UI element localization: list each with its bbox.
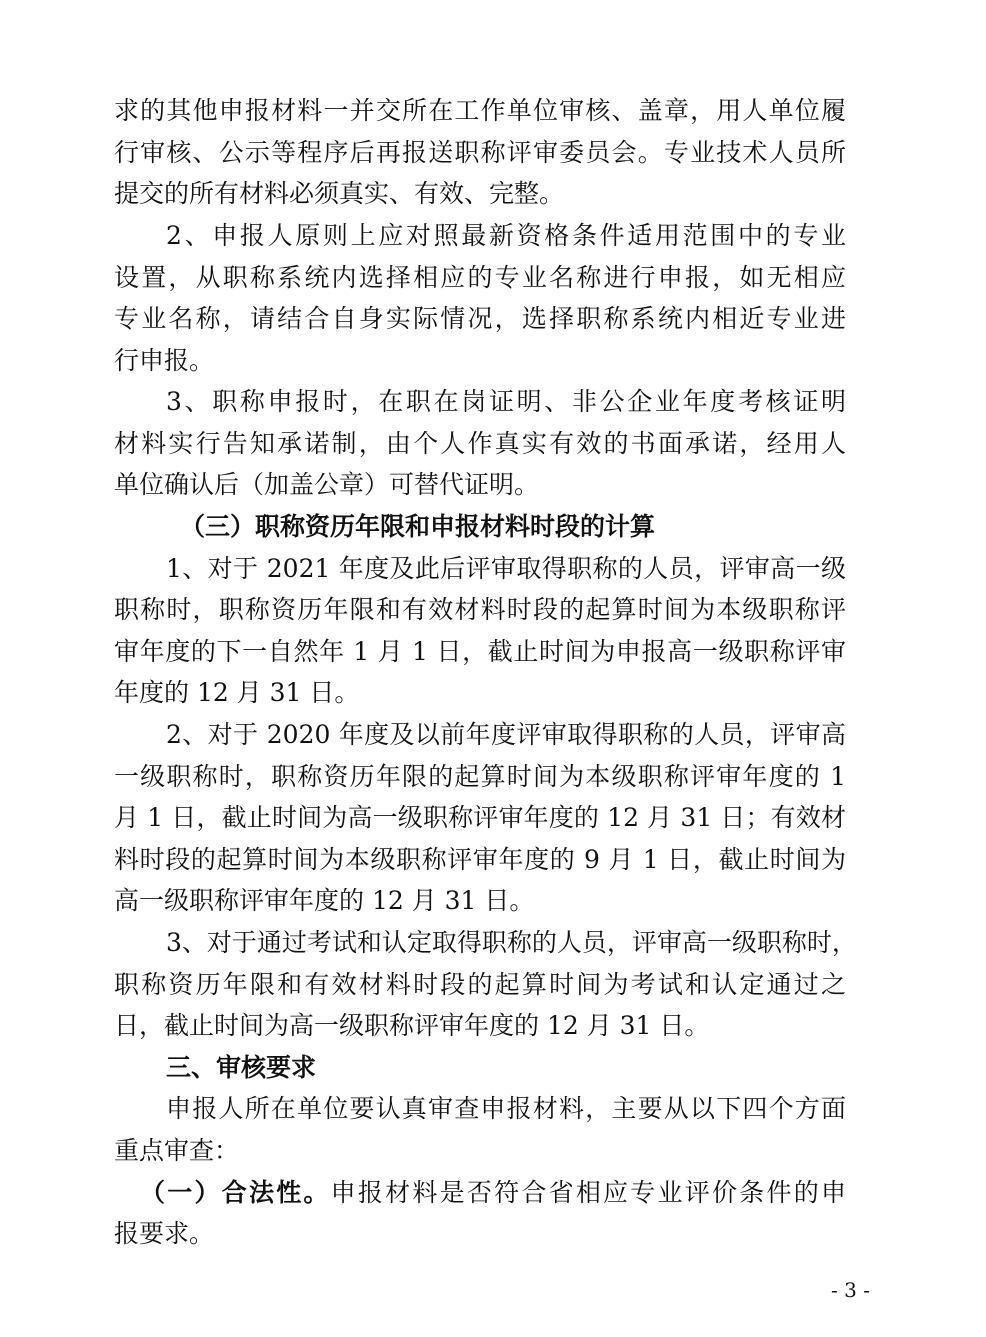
paragraph-line: 日，截止时间为高一级职称评审年度的 12 月 31 日。 bbox=[114, 1011, 710, 1040]
paragraph-text: 申报材料是否符合省相应专业评价条件的申 bbox=[330, 1178, 846, 1207]
paragraph-line: 月 1 日，截止时间为高一级职称评审年度的 12 月 31 日；有效材 bbox=[114, 803, 846, 832]
paragraph-line: 职称时，职称资历年限和有效材料时段的起算时间为本级职称评 bbox=[114, 595, 846, 624]
paragraph-line: 2、申报人原则上应对照最新资格条件适用范围中的专业 bbox=[166, 221, 846, 250]
paragraph-line: 审年度的下一自然年 1 月 1 日，截止时间为申报高一级职称评审 bbox=[114, 637, 846, 666]
paragraph-line: 1、对于 2021 年度及此后评审取得职称的人员，评审高一级 bbox=[166, 554, 846, 583]
paragraph-line: 专业名称，请结合自身实际情况，选择职称系统内相近专业进 bbox=[114, 304, 846, 333]
paragraph-line: 报要求。 bbox=[114, 1219, 215, 1248]
bold-lead: （一）合法性。 bbox=[140, 1178, 331, 1207]
paragraph-line: 3、对于通过考试和认定取得职称的人员，评审高一级职称时， bbox=[166, 928, 857, 957]
section-heading: 三、审核要求 bbox=[166, 1053, 317, 1082]
paragraph-line: 材料实行告知承诺制，由个人作真实有效的书面承诺，经用人 bbox=[114, 429, 846, 458]
paragraph-line: 高一级职称评审年度的 12 月 31 日。 bbox=[114, 886, 535, 915]
paragraph-line: 重点审查： bbox=[114, 1136, 240, 1165]
paragraph-line: 单位确认后（加盖公章）可替代证明。 bbox=[114, 470, 540, 499]
paragraph-line: 申报人所在单位要认真审查申报材料，主要从以下四个方面 bbox=[166, 1094, 846, 1123]
paragraph-line: 求的其他申报材料一并交所在工作单位审核、盖章，用人单位履 bbox=[114, 96, 846, 125]
paragraph-line bbox=[140, 1177, 846, 1209]
paragraph-line: 2、对于 2020 年度及以前年度评审取得职称的人员，评审高 bbox=[166, 720, 846, 749]
paragraph-line: 一级职称时，职称资历年限的起算时间为本级职称评审年度的 1 bbox=[114, 762, 846, 791]
paragraph-line: 职称资历年限和有效材料时段的起算时间为考试和认定通过之 bbox=[114, 970, 846, 999]
page-number: - 3 - bbox=[831, 1278, 870, 1302]
paragraph-line: 提交的所有材料必须真实、有效、完整。 bbox=[114, 179, 565, 208]
paragraph-line: 3、职称申报时，在职在岗证明、非公企业年度考核证明 bbox=[166, 387, 846, 416]
paragraph-line: 行审核、公示等程序后再报送职称评审委员会。专业技术人员所 bbox=[114, 138, 846, 167]
section-heading: （三）职称资历年限和申报材料时段的计算 bbox=[180, 512, 656, 541]
paragraph-line: 年度的 12 月 31 日。 bbox=[114, 678, 360, 707]
paragraph-line: 设置，从职称系统内选择相应的专业名称进行申报，如无相应 bbox=[114, 263, 846, 292]
paragraph-line: 行申报。 bbox=[114, 346, 215, 375]
paragraph-line: 料时段的起算时间为本级职称评审年度的 9 月 1 日，截止时间为 bbox=[114, 845, 846, 874]
